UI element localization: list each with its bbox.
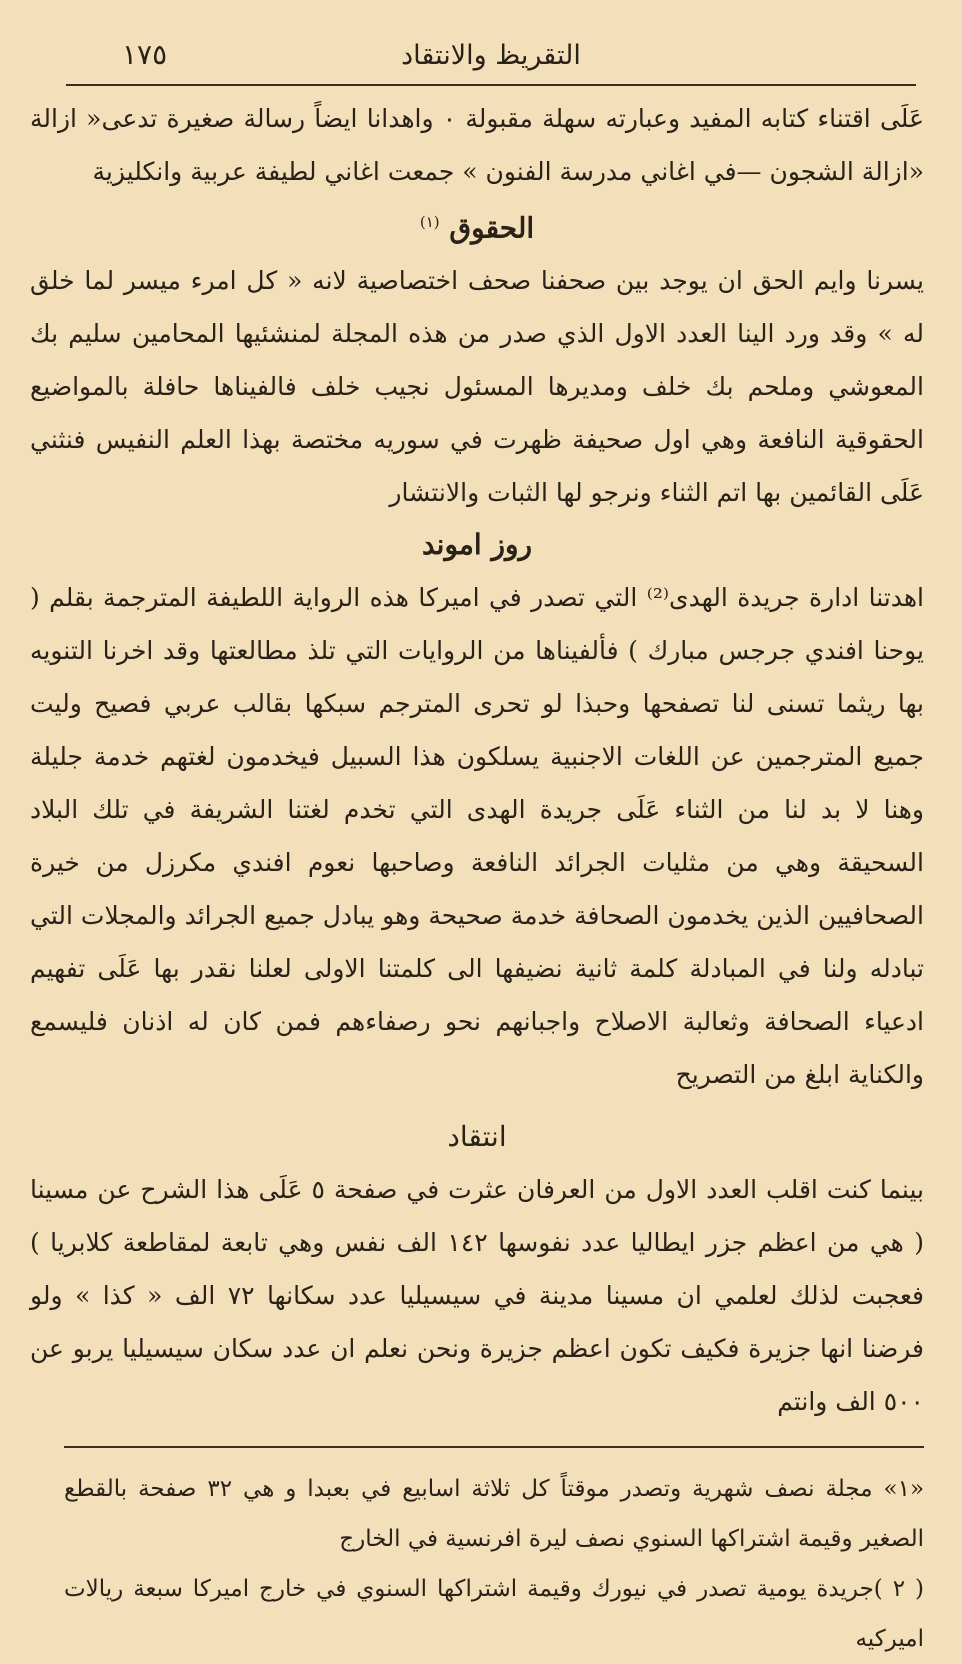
section-heading-rosamond: روز اموند (421, 528, 533, 562)
section-heading-rights (30, 196, 924, 254)
heading-text: الحقوق (449, 211, 535, 245)
section-heading-criticism: انتقاد (447, 1120, 507, 1154)
page-header (66, 28, 916, 86)
footnote-1: «١» مجلة نصف شهرية وتصدر موقتاً كل ثلاثة اسابيع في بعبدا و هي ٣٢ صفحة بالقطع الصغير وقيمة اشتراكها السنوي نصف ليرة افرنسية في الخارج (64, 1476, 925, 1553)
intro-paragraph: عَلَى اقتناء كتابه المفيد وعبارته سهلة مقبولة ٠ واهدانا ايضاً رسالة صغيرة تدعى« ازالة «ازالة الشجون —في اغاني مدرسة الفنون » جمعت اغاني لطيفة عربية وانكليزية (30, 104, 924, 186)
footnotes (64, 1446, 924, 1664)
footnote-marker: (١) (419, 213, 440, 231)
section-body-rights: يسرنا وايم الحق ان يوجد بين صحفنا صحف اختصاصية لانه « كل امرء ميسر لما خلق له » وقد ورد الينا العدد الاول الذي صدر من هذه المجلة لمنشئيها المحامين سليم بك المعوشي وملحم بك خلف ومديرها المسئول نجيب خلف فالفيناها حافلة بالمواضيع الحقوقية النافعة وهي اول صحيفة ظهرت في سوريه مختصة بهذا العلم النفيس فنثني عَلَى القائمين بها اتم الثناء ونرجو لها الثبات والانتشار (30, 266, 924, 508)
section-body-rosamond: اهدتنا ادارة جريدة الهدى⁽²⁾ التي تصدر في اميركا هذه الرواية اللطيفة المترجمة بقلم ( يوحنا افندي جرجس مبارك ) فألفيناها من الروايات التي تلذ مطالعتها وقد اخرنا التنويه بها ريثما تسنى لنا تصفحها وحبذا لو تحرى المترجم سبكها بقالب عربي فصيح وليت جميع المترجمين عن اللغات الاجنبية يسلكون هذا السبيل فيخدمون لغتهم خدمة جليلة وهنا لا بد لنا من الثناء عَلَى جريدة الهدى التي تخدم لغتنا الشريفة في تلك البلاد السحيقة وهي من مثليات الجرائد النافعة وصاحبها نعوم افندي مكرزل من خيرة الصحافيين الذين يخدمون الصحافة خدمة صحيحة وهو يبادل جميع الجرائد والمجلات التي تبادله ولنا في المبادلة كلمة ثانية نضيفها الى كلمتنا الاولى لعلنا نقدر بها عَلَى تفهيم ادعياء الصحافة وثعالبة الاصلاح واجبانهم نحو رصفاءهم فمن كان له اذنان فليسمع والكناية ابلغ من التصريح (30, 583, 924, 1090)
section-body-criticism: بينما كنت اقلب العدد الاول من العرفان عثرت في صفحة ٥ عَلَى هذا الشرح عن مسينا ( هي من اعظم جزر ايطاليا عدد نفوسها ١٤٢ الف نفس وهي تابعة لمقاطعة كلابريا ) فعجبت لذلك لعلمي ان مسينا مدينة في سيسيليا عدد سكانها ٧٢ الف « كذا » ولو فرضنا انها جزيرة فكيف تكون اعظم جزيرة ونحن نعلم ان عدد سكان سيسيليا يربو عن ٥٠٠ الف وانتم (30, 1175, 925, 1417)
running-title: التقريظ والانتقاد (401, 40, 581, 71)
page-number: ١٧٥ (122, 38, 168, 71)
footnote-2: ( ٢ )جريدة يومية تصدر في نيورك وقيمة اشتراكها السنوي في خارج اميركا سبعة ريالات اميركيه (64, 1576, 924, 1653)
